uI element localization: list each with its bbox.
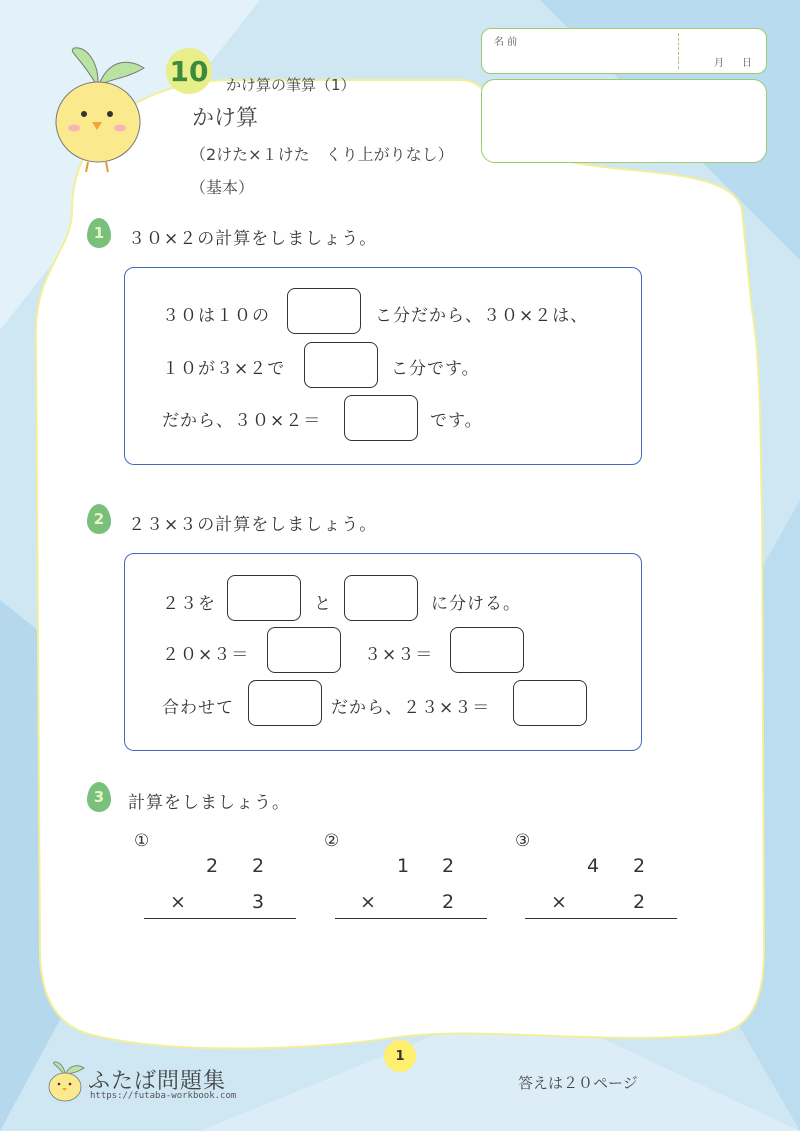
q1-line3-after: です。: [430, 411, 483, 431]
page-number: 1: [384, 1040, 416, 1072]
q2-answer-box-4[interactable]: [450, 627, 524, 673]
problem-1-answer-line[interactable]: [144, 918, 296, 919]
q2-answer-box-6[interactable]: [513, 680, 587, 726]
q2-answer-box-3[interactable]: [267, 627, 341, 673]
problem-2-operator: ×: [360, 891, 376, 913]
question-2-badge: 2: [87, 504, 111, 534]
problem-2-multiplier: 2: [442, 891, 455, 913]
problem-2-label: ②: [324, 831, 340, 851]
page-title: かけ算: [192, 106, 259, 131]
q1-answer-box-3[interactable]: [344, 395, 418, 441]
problem-1-tens: 2: [206, 855, 219, 877]
q1-line2-after: こ分です。: [391, 359, 480, 379]
day-label: 日: [742, 58, 752, 69]
problem-3-ones: 2: [633, 855, 646, 877]
lesson-number-badge: 10: [166, 48, 212, 94]
question-1-badge: 1: [87, 218, 111, 248]
question-3-prompt: 計算をしましょう。: [128, 793, 290, 813]
brand-url[interactable]: https://futaba-workbook.com: [90, 1091, 237, 1101]
q2-line1-text: ２３を: [162, 594, 216, 614]
problem-1-label: ①: [134, 831, 150, 851]
mascot-chick-illustration: [48, 44, 156, 174]
lesson-small-title: かけ算の筆算（1）: [226, 76, 356, 94]
problem-3-tens: 4: [587, 855, 600, 877]
q2-line1-middle: と: [314, 594, 332, 614]
problem-1-operator: ×: [170, 891, 186, 913]
divider: [678, 33, 679, 69]
q2-line2-right: ３×３＝: [364, 645, 434, 665]
score-box[interactable]: [481, 79, 767, 163]
brand-logo-text: ふたば問題集: [88, 1069, 227, 1094]
answer-page-reference: 答えは２０ページ: [518, 1074, 638, 1092]
problem-3-answer-line[interactable]: [525, 918, 677, 919]
problem-2-answer-line[interactable]: [335, 918, 487, 919]
q2-answer-box-5[interactable]: [248, 680, 322, 726]
problem-2-ones: 2: [442, 855, 455, 877]
q1-answer-box-1[interactable]: [287, 288, 361, 334]
problem-3-multiplier: 2: [633, 891, 646, 913]
month-label: 月: [714, 58, 724, 69]
problem-1-ones: 2: [252, 855, 265, 877]
q1-line1-text: ３０は１０の: [162, 306, 270, 326]
name-date-field[interactable]: [481, 28, 767, 74]
logo-chick-icon: [44, 1060, 86, 1102]
problem-3-label: ③: [515, 831, 531, 851]
q2-line1-after: に分ける。: [431, 594, 521, 614]
name-label: 名 前: [494, 37, 518, 48]
q1-answer-box-2[interactable]: [304, 342, 378, 388]
difficulty-level: （基本）: [190, 178, 255, 197]
problem-3-operator: ×: [551, 891, 567, 913]
q2-line3-text: 合わせて: [162, 698, 234, 718]
q1-line3-text: だから、３０×２＝: [162, 411, 322, 431]
question-3-badge: 3: [87, 782, 111, 812]
problem-1-multiplier: 3: [252, 891, 265, 913]
q2-line3-middle: だから、２３×３＝: [331, 698, 491, 718]
question-1-prompt: ３０×２の計算をしましょう。: [128, 229, 378, 249]
q1-line1-after: こ分だから、３０×２は、: [375, 306, 589, 326]
q2-answer-box-1[interactable]: [227, 575, 301, 621]
question-2-prompt: ２３×３の計算をしましょう。: [128, 515, 378, 535]
problem-2-tens: 1: [397, 855, 410, 877]
q2-answer-box-2[interactable]: [344, 575, 418, 621]
q2-line2-left: ２０×３＝: [162, 645, 250, 665]
q1-line2-text: １０が３×２で: [162, 359, 286, 379]
page-subtitle: （2けた×１けた くり上がりなし）: [190, 145, 454, 164]
